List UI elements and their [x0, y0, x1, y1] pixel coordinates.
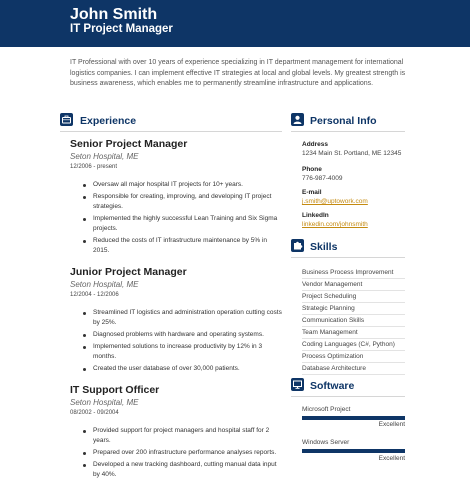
job-bullets [70, 308, 282, 374]
experience-divider [60, 131, 282, 132]
software-name: Microsoft Project [302, 406, 351, 413]
phone-value: 776-987-4009 [302, 175, 343, 182]
profile-summary: IT Professional with over 10 years of experience specializing in IT department management for international logistics companies. I can implement effective IT strategies at local and global levels. My greatest strength is business awareness, which enables me to permanently streamline infrastructure and applications. [70, 59, 406, 87]
address-value: 1234 Main St. Portland, ME 12345 [302, 150, 402, 157]
address-label: Address [302, 141, 329, 148]
job-bullet: Reduced the costs of IT infrastructure maintenance by 5% in 2015. [93, 236, 282, 256]
briefcase-icon [60, 113, 73, 126]
job-company: Seton Hospital, ME [70, 152, 139, 161]
software-level-fill [302, 449, 405, 453]
job-bullet: Developed a new tracking dashboard, cutting manual data input by 40%. [93, 460, 282, 480]
job-entry [70, 138, 282, 258]
job-title: IT Support Officer [70, 384, 160, 396]
software-level-bar [302, 449, 405, 453]
job-bullet: Streamlined IT logistics and administration operation cutting costs by 25%. [93, 309, 282, 326]
skill-item: Communication Skills [302, 315, 405, 327]
job-dates: 12/2004 - 12/2006 [70, 292, 119, 298]
skill-item: Team Management [302, 327, 405, 339]
job-bullet: Oversaw all major hospital IT projects for 10+ years. [93, 180, 282, 190]
software-level-label: Excellent [378, 421, 405, 428]
skills-heading: Skills [310, 241, 338, 253]
personal-info-divider [291, 131, 405, 132]
job-entry [70, 384, 282, 482]
software-heading: Software [310, 380, 355, 392]
software-divider [291, 396, 405, 397]
linkedin-label: LinkedIn [302, 212, 329, 219]
job-entry [70, 266, 282, 376]
job-bullets [70, 180, 282, 256]
personal-info-heading: Personal Info [310, 115, 377, 127]
job-bullet: Diagnosed problems with hardware and operating systems. [93, 330, 282, 340]
skills-divider [291, 257, 405, 258]
email-link[interactable]: j.smith@uptowork.com [302, 198, 368, 205]
job-company: Seton Hospital, ME [70, 280, 139, 289]
software-level-fill [302, 416, 405, 420]
job-bullets [70, 426, 282, 480]
resume-header [0, 0, 470, 47]
job-title: Senior Project Manager [70, 138, 188, 150]
skill-item: Project Scheduling [302, 291, 405, 303]
phone-label: Phone [302, 166, 322, 173]
monitor-icon [291, 378, 304, 391]
email-label: E-mail [302, 189, 322, 196]
software-level-bar [302, 416, 405, 420]
software-name: Windows Server [302, 439, 350, 446]
job-bullet: Created the user database of over 30,000 patients. [93, 364, 282, 374]
skill-item: Business Process Improvement [302, 267, 405, 279]
skill-item: Strategic Planning [302, 303, 405, 315]
job-bullet: Implemented solutions to increase productivity by 12% in 3 months. [93, 342, 282, 362]
job-bullet: Implemented the highly successful Lean Training and Six Sigma projects. [93, 214, 282, 234]
linkedin-link[interactable]: linkedin.com/johnsmith [302, 221, 368, 228]
job-bullet: Prepared over 200 infrastructure performance analyses reports. [93, 448, 282, 458]
job-dates: 08/2002 - 09/2004 [70, 410, 119, 416]
job-bullet: Responsible for creating, improving, and developing IT project strategies. [93, 192, 282, 212]
person-role: IT Project Manager [70, 23, 173, 35]
skill-item: Database Architecture [302, 363, 405, 375]
job-dates: 12/2006 - present [70, 164, 118, 170]
skill-item: Process Optimization [302, 351, 405, 363]
experience-heading: Experience [80, 115, 137, 127]
job-bullet: Provided support for project managers and hospital staff for 2 years. [93, 426, 282, 446]
skill-item: Coding Languages (C#, Python) [302, 339, 405, 351]
person-name: John Smith [70, 6, 158, 23]
job-company: Seton Hospital, ME [70, 398, 139, 407]
person-icon [291, 113, 304, 126]
puzzle-icon [291, 239, 304, 252]
job-title: Junior Project Manager [70, 266, 187, 278]
skill-item: Vendor Management [302, 279, 405, 291]
software-level-label: Excellent [378, 455, 405, 462]
